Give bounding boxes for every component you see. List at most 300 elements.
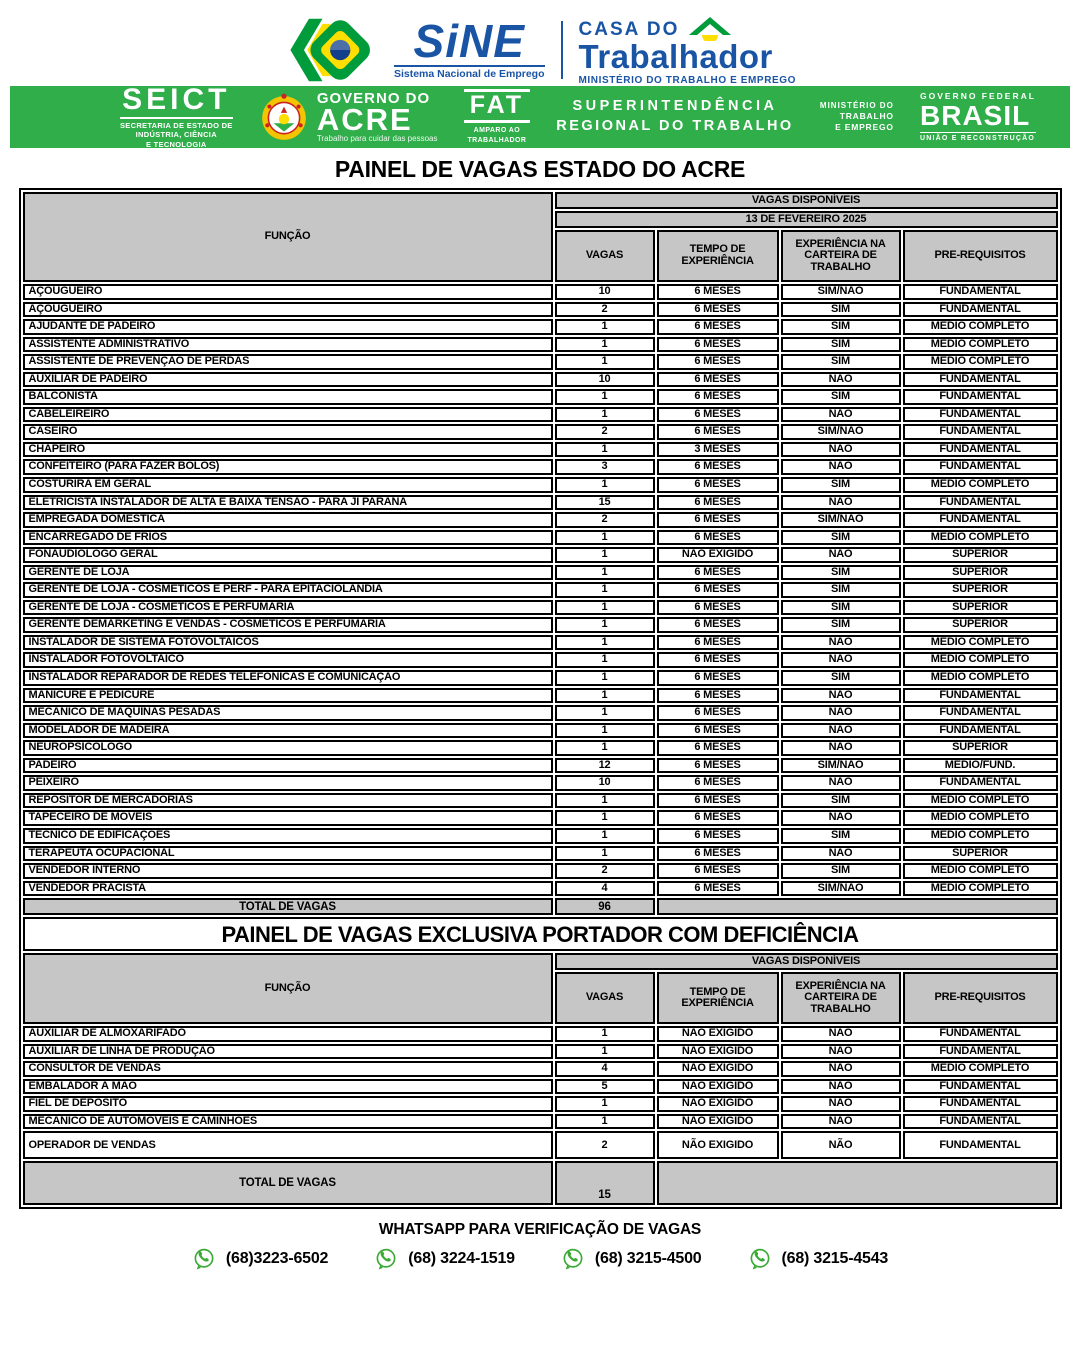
funcao-cell: AUXILIAR DE ALMOXARIFADO	[23, 1026, 553, 1042]
funcao-cell: INSTALADOR DE SISTEMA FOTOVOLTAICOS	[23, 635, 553, 651]
experiencia-carteira-cell: NÃO	[781, 1061, 901, 1077]
table-row	[23, 881, 1058, 897]
vagas-cell: 1	[555, 319, 655, 335]
table-row	[23, 495, 1058, 511]
brasil-line3: UNIÃO E RECONSTRUÇÃO	[920, 132, 1036, 142]
ministerio-line3: E EMPREGO	[835, 122, 894, 133]
sine-wordmark: SiNE	[413, 14, 525, 67]
vagas-cell: 2	[555, 1131, 655, 1159]
tempo-experiencia-cell: 6 MESES	[657, 477, 779, 493]
funcao-cell: ELETRICISTA INSTALADOR DE ALTA E BAIXA TENSÃO - PARA JI PARANÁ	[23, 495, 553, 511]
pre-requisitos-cell: MÉDIO COMPLETO	[903, 635, 1058, 651]
pre-requisitos-cell: FUNDAMENTAL	[903, 424, 1058, 440]
vagas-cell: 1	[555, 442, 655, 458]
tempo-experiencia-cell: NÃO EXIGIDO	[657, 1114, 779, 1130]
superintendencia-line1: SUPERINTENDÊNCIA	[572, 98, 778, 115]
vagas-disponiveis-header: VAGAS DISPONÍVEIS	[555, 192, 1058, 209]
tempo-experiencia-cell: NÃO EXIGIDO	[657, 1044, 779, 1060]
table-row	[23, 793, 1058, 809]
funcao-cell: COSTURIRA EM GERAL	[23, 477, 553, 493]
funcao-cell: TERAPEUTA OCUPACIONAL	[23, 846, 553, 862]
pre-requisitos-cell: SUPERIOR	[903, 846, 1058, 862]
vagas-cell: 1	[555, 688, 655, 704]
pre-requisitos-cell: MÉDIO COMPLETO	[903, 337, 1058, 353]
funcao-cell: PEIXEIRO	[23, 775, 553, 791]
panel1-total	[23, 898, 1058, 915]
tempo-experiencia-cell: 6 MESES	[657, 284, 779, 300]
table-row	[23, 407, 1058, 423]
panel2-rows	[23, 1026, 1058, 1159]
acre-slogan: Trabalho para cuidar das pessoas	[316, 133, 438, 143]
seict-sub1: SECRETARIA DE ESTADO DE	[120, 120, 233, 130]
tempo-experiencia-cell: 6 MESES	[657, 512, 779, 528]
table-row	[23, 547, 1058, 563]
pre-requisitos-cell: FUNDAMENTAL	[903, 442, 1058, 458]
pre-requisitos-cell: MÉDIO COMPLETO	[903, 881, 1058, 897]
vagas-cell: 5	[555, 1079, 655, 1095]
table-row	[23, 652, 1058, 668]
vagas-cell: 1	[555, 1044, 655, 1060]
pre-requisitos-cell: MÉDIO COMPLETO	[903, 828, 1058, 844]
experiencia-carteira-cell: NÃO	[781, 459, 901, 475]
tempo-experiencia-cell: NÃO EXIGIDO	[657, 1061, 779, 1077]
funcao-cell: CASEIRO	[23, 424, 553, 440]
experiencia-carteira-cell: SIM	[781, 828, 901, 844]
table-row	[23, 319, 1058, 335]
experiencia-carteira-cell: NÃO	[781, 723, 901, 739]
funcao-cell: AUXILIAR DE LINHA DE PRODUÇÃO	[23, 1044, 553, 1060]
funcao-cell: CHAPEIRO	[23, 442, 553, 458]
pre-requisitos-cell: FUNDAMENTAL	[903, 407, 1058, 423]
funcao-cell: EMPREGADA DOMÉSTICA	[23, 512, 553, 528]
panel2-total	[23, 1161, 1058, 1205]
table-row	[23, 582, 1058, 598]
experiencia-carteira-cell: SIM/NÃO	[781, 512, 901, 528]
pre-requisitos-cell: MÉDIO COMPLETO	[903, 530, 1058, 546]
table-row	[23, 705, 1058, 721]
experiencia-carteira-cell: SIM	[781, 600, 901, 616]
table-row	[23, 477, 1058, 493]
funcao-cell: EMBALADOR À MÃO	[23, 1079, 553, 1095]
table-row	[23, 1131, 1058, 1159]
sine-subtitle: Sistema Nacional de Emprego	[394, 65, 545, 80]
pre-requisitos-cell: MÉDIO COMPLETO	[903, 652, 1058, 668]
table-row	[23, 775, 1058, 791]
table-row	[23, 617, 1058, 633]
experiencia-carteira-cell: NÃO	[781, 1096, 901, 1112]
phone-number: (68) 3224-1519	[408, 1250, 515, 1268]
experiencia-carteira-cell: NÃO	[781, 372, 901, 388]
funcao-cell: TAPECEIRO DE MÓVEIS	[23, 810, 553, 826]
tempo-experiencia-cell: 6 MESES	[657, 337, 779, 353]
pre-requisitos-cell: FUNDAMENTAL	[903, 512, 1058, 528]
experiencia-carteira-cell: NÃO	[781, 407, 901, 423]
column-header-experiencia-carteira: EXPERIÊNCIA NA CARTEIRA DE TRABALHO	[781, 972, 901, 1024]
pre-requisitos-cell: FUNDAMENTAL	[903, 389, 1058, 405]
vagas-cell: 4	[555, 1061, 655, 1077]
whatsapp-icon	[374, 1247, 398, 1271]
fat-acronym: FAT	[464, 89, 530, 123]
seict-sub2: INDÚSTRIA, CIÊNCIA	[135, 130, 217, 140]
total-filler	[657, 898, 1058, 915]
pre-requisitos-cell: SUPERIOR	[903, 565, 1058, 581]
experiencia-carteira-cell: SIM	[781, 354, 901, 370]
total-value: 15	[555, 1161, 655, 1205]
experiencia-carteira-cell: SIM	[781, 670, 901, 686]
brasil-wordmark: BRASIL	[920, 99, 1031, 131]
pre-requisitos-cell: FUNDAMENTAL	[903, 1026, 1058, 1042]
tempo-experiencia-cell: 6 MESES	[657, 354, 779, 370]
funcao-cell: BALCONISTA	[23, 389, 553, 405]
whatsapp-contact	[374, 1247, 515, 1271]
tempo-experiencia-cell: 6 MESES	[657, 617, 779, 633]
column-header-funcao: FUNÇÃO	[23, 953, 553, 1024]
vagas-cell: 1	[555, 670, 655, 686]
superintendencia-line2: REGIONAL DO TRABALHO	[556, 118, 794, 134]
table-row	[23, 1044, 1058, 1060]
experiencia-carteira-cell: SIM/NÃO	[781, 424, 901, 440]
table-row	[23, 600, 1058, 616]
seict-logo	[120, 82, 233, 149]
vagas-cell: 10	[555, 372, 655, 388]
tempo-experiencia-cell: NÃO EXIGIDO	[657, 547, 779, 563]
vagas-cell: 1	[555, 530, 655, 546]
vagas-cell: 1	[555, 600, 655, 616]
experiencia-carteira-cell: NÃO	[781, 688, 901, 704]
tempo-experiencia-cell: 6 MESES	[657, 302, 779, 318]
funcao-cell: CONFEITEIRO (PARA FAZER BOLOS)	[23, 459, 553, 475]
funcao-cell: TÉCNICO DE EDIFICAÇÕES	[23, 828, 553, 844]
vagas-disponiveis-header: VAGAS DISPONÍVEIS	[555, 953, 1058, 970]
vagas-cell: 15	[555, 495, 655, 511]
phone-number: (68) 3215-4543	[781, 1250, 889, 1268]
tempo-experiencia-cell: 3 MESES	[657, 442, 779, 458]
pre-requisitos-cell: FUNDAMENTAL	[903, 302, 1058, 318]
vagas-cell: 1	[555, 1026, 655, 1042]
table-row	[23, 530, 1058, 546]
seict-sub3: E TECNOLOGIA	[145, 139, 207, 149]
experiencia-carteira-cell: NÃO	[781, 495, 901, 511]
experiencia-carteira-cell: NÃO	[781, 1079, 901, 1095]
vagas-cell: 1	[555, 565, 655, 581]
tempo-experiencia-cell: 6 MESES	[657, 459, 779, 475]
vagas-cell: 1	[555, 582, 655, 598]
column-header-experiencia-carteira: EXPERIÊNCIA NA CARTEIRA DE TRABALHO	[781, 230, 901, 282]
pre-requisitos-cell: MÉDIO COMPLETO	[903, 863, 1058, 879]
tempo-experiencia-cell: 6 MESES	[657, 319, 779, 335]
whatsapp-contacts	[0, 1247, 1080, 1271]
brasil-line1: GOVERNO FEDERAL	[920, 91, 1036, 102]
vagas-cell: 1	[555, 1096, 655, 1112]
whatsapp-contact	[748, 1247, 889, 1271]
column-header-tempo-experiencia: TEMPO DE EXPERIÊNCIA	[657, 230, 779, 282]
experiencia-carteira-cell: SIM	[781, 863, 901, 879]
vagas-cell: 1	[555, 617, 655, 633]
vagas-cell: 1	[555, 337, 655, 353]
pre-requisitos-cell: FUNDAMENTAL	[903, 1114, 1058, 1130]
header-logos	[0, 0, 1080, 86]
pre-requisitos-cell: FUNDAMENTAL	[903, 459, 1058, 475]
vagas-cell: 3	[555, 459, 655, 475]
vagas-cell: 1	[555, 354, 655, 370]
tempo-experiencia-cell: 6 MESES	[657, 424, 779, 440]
funcao-cell: CABELEIREIRO	[23, 407, 553, 423]
casa-subtitle: MINISTÉRIO DO TRABALHO E EMPREGO	[578, 74, 797, 86]
tempo-experiencia-cell: 6 MESES	[657, 740, 779, 756]
funcao-cell: CONSULTOR DE VENDAS	[23, 1061, 553, 1077]
pre-requisitos-cell: SUPERIOR	[903, 547, 1058, 563]
column-header-vagas: VAGAS	[555, 230, 655, 282]
pre-requisitos-cell: FUNDAMENTAL	[903, 723, 1058, 739]
experiencia-carteira-cell: NÃO	[781, 705, 901, 721]
page-title: PAINEL DE VAGAS ESTADO DO ACRE	[334, 156, 746, 182]
tempo-experiencia-cell: NÃO EXIGIDO	[657, 1026, 779, 1042]
whatsapp-icon	[748, 1247, 772, 1271]
column-header-tempo-experiencia: TEMPO DE EXPERIÊNCIA	[657, 972, 779, 1024]
seict-acronym: SEICT	[120, 85, 233, 119]
acre-coat-of-arms-icon	[259, 92, 309, 142]
pre-requisitos-cell: MÉDIO COMPLETO	[903, 477, 1058, 493]
tempo-experiencia-cell: 6 MESES	[657, 688, 779, 704]
pre-requisitos-cell: FUNDAMENTAL	[903, 705, 1058, 721]
government-banner	[10, 82, 1070, 149]
vagas-cell: 1	[555, 1114, 655, 1130]
tempo-experiencia-cell: 6 MESES	[657, 407, 779, 423]
tempo-experiencia-cell: 6 MESES	[657, 495, 779, 511]
total-value: 96	[555, 898, 655, 915]
table-row	[23, 354, 1058, 370]
fat-logo	[464, 89, 530, 144]
vagas-cell: 2	[555, 424, 655, 440]
table-row	[23, 810, 1058, 826]
vagas-cell: 1	[555, 407, 655, 423]
tempo-experiencia-cell: 6 MESES	[657, 652, 779, 668]
table-row	[23, 512, 1058, 528]
acre-wordmark: ACRE	[316, 102, 413, 138]
tempo-experiencia-cell: 6 MESES	[657, 705, 779, 721]
tempo-experiencia-cell: NÃO EXIGIDO	[657, 1131, 779, 1159]
column-header-vagas: VAGAS	[555, 972, 655, 1024]
funcao-cell: ASSISTENTE ADMINISTRATIVO	[23, 337, 553, 353]
funcao-cell: AÇOUGUEIRO	[23, 302, 553, 318]
vagas-cell: 1	[555, 652, 655, 668]
table-row	[23, 302, 1058, 318]
acre-line1: GOVERNO DO	[316, 90, 431, 108]
experiencia-carteira-cell: SIM	[781, 565, 901, 581]
experiencia-carteira-cell: SIM	[781, 319, 901, 335]
experiencia-carteira-cell: SIM/NÃO	[781, 284, 901, 300]
vagas-cell: 1	[555, 793, 655, 809]
funcao-cell: PADEIRO	[23, 758, 553, 774]
pre-requisitos-cell: SUPERIOR	[903, 600, 1058, 616]
funcao-cell: MANICURE E PEDICURE	[23, 688, 553, 704]
tempo-experiencia-cell: 6 MESES	[657, 670, 779, 686]
table-row	[23, 635, 1058, 651]
fat-sub1: AMPARO AO	[473, 127, 521, 135]
funcao-cell: GERENTE DEMARKETING E VENDAS - COSMÉTICOS E PERFUMARIA	[23, 617, 553, 633]
experiencia-carteira-cell: SIM	[781, 302, 901, 318]
funcao-cell: GERENTE DE LOJA - COSMÉTICOS E PERF - PARA EPITACIOLÂNDIA	[23, 582, 553, 598]
vagas-cell: 2	[555, 302, 655, 318]
ministerio-line1: MINISTÉRIO DO	[819, 100, 894, 110]
tempo-experiencia-cell: 6 MESES	[657, 582, 779, 598]
funcao-cell: FIEL DE DEPÓSITO	[23, 1096, 553, 1112]
table-row	[23, 337, 1058, 353]
funcao-cell: ENCARREGADO DE FRIOS	[23, 530, 553, 546]
governo-acre-logo	[259, 91, 438, 143]
experiencia-carteira-cell: SIM	[781, 389, 901, 405]
tempo-experiencia-cell: NÃO EXIGIDO	[657, 1096, 779, 1112]
panel1-header	[23, 192, 1058, 282]
vagas-cell: 12	[555, 758, 655, 774]
pre-requisitos-cell: FUNDAMENTAL	[903, 1096, 1058, 1112]
funcao-cell: AJUDANTE DE PADEIRO	[23, 319, 553, 335]
funcao-cell: VENDEDOR INTERNO	[23, 863, 553, 879]
experiencia-carteira-cell: NÃO	[781, 1026, 901, 1042]
experiencia-carteira-cell: NÃO	[781, 1131, 901, 1159]
funcao-cell: GERENTE DE LOJA - COSMÉTICOS E PERFUMARIA	[23, 600, 553, 616]
vagas-cell: 1	[555, 389, 655, 405]
whatsapp-footer-title: WHATSAPP PARA VERIFICAÇÃO DE VAGAS	[378, 1221, 702, 1239]
pre-requisitos-cell: MÉDIO COMPLETO	[903, 670, 1058, 686]
funcao-cell: GERENTE DE LOJA	[23, 565, 553, 581]
vagas-cell: 1	[555, 846, 655, 862]
vagas-cell: 1	[555, 635, 655, 651]
table-row	[23, 863, 1058, 879]
experiencia-carteira-cell: NÃO	[781, 547, 901, 563]
vagas-cell: 4	[555, 881, 655, 897]
funcao-cell: MECÂNICO DE MÁQUINAS PESADAS	[23, 705, 553, 721]
table-row	[23, 1079, 1058, 1095]
seict-subtitle	[120, 121, 233, 149]
tempo-experiencia-cell: 6 MESES	[657, 389, 779, 405]
pre-requisitos-cell: SUPERIOR	[903, 740, 1058, 756]
funcao-cell: MECÂNICO DE AUTOMÓVEIS E CAMINHÕES	[23, 1114, 553, 1130]
sine-text	[393, 14, 545, 81]
pre-requisitos-cell: MÉDIO COMPLETO	[903, 1061, 1058, 1077]
experiencia-carteira-cell: NÃO	[781, 775, 901, 791]
vagas-cell: 2	[555, 863, 655, 879]
pre-requisitos-cell: FUNDAMENTAL	[903, 284, 1058, 300]
pre-requisitos-cell: MÉDIO/FUND.	[903, 758, 1058, 774]
tempo-experiencia-cell: 6 MESES	[657, 530, 779, 546]
column-header-pre-requisitos: PRE-REQUISITOS	[903, 972, 1058, 1024]
table-row	[23, 1026, 1058, 1042]
experiencia-carteira-cell: SIM	[781, 617, 901, 633]
tempo-experiencia-cell: 6 MESES	[657, 881, 779, 897]
tempo-experiencia-cell: 6 MESES	[657, 635, 779, 651]
panel2-title: PAINEL DE VAGAS EXCLUSIVA PORTADOR COM DEFICIÊNCIA	[23, 917, 1058, 951]
total-label: TOTAL DE VAGAS	[23, 898, 553, 915]
panel1-rows	[23, 284, 1058, 896]
funcao-cell: AUXILIAR DE PADEIRO	[23, 372, 553, 388]
funcao-cell: MODELADOR DE MADEIRA	[23, 723, 553, 739]
table-row	[23, 1096, 1058, 1112]
ministerio-trabalho-logo	[820, 101, 894, 133]
vagas-cell: 1	[555, 740, 655, 756]
table-row	[23, 284, 1058, 300]
house-icon	[687, 15, 733, 41]
pre-requisitos-cell: MÉDIO COMPLETO	[903, 354, 1058, 370]
casa-line1: CASA DO	[578, 18, 680, 40]
pre-requisitos-cell: MÉDIO COMPLETO	[903, 793, 1058, 809]
tempo-experiencia-cell: 6 MESES	[657, 758, 779, 774]
funcao-cell: NEUROPSICÓLOGO	[23, 740, 553, 756]
whatsapp-contact	[561, 1247, 702, 1271]
whatsapp-contact	[192, 1247, 328, 1271]
funcao-cell: OPERADOR DE VENDAS	[23, 1131, 553, 1159]
table-row	[23, 1114, 1058, 1130]
date-header: 13 DE FEVEREIRO 2025	[555, 211, 1058, 228]
tempo-experiencia-cell: 6 MESES	[657, 600, 779, 616]
superintendencia-logo	[556, 97, 793, 136]
column-header-pre-requisitos: PRE-REQUISITOS	[903, 230, 1058, 282]
funcao-cell: ASSISTENTE DE PREVENÇÃO DE PERDAS	[23, 354, 553, 370]
ministerio-line2: TRABALHO	[839, 111, 894, 122]
tempo-experiencia-cell: 6 MESES	[657, 723, 779, 739]
table-row	[23, 1061, 1058, 1077]
funcao-cell: VENDEDOR PRACISTA	[23, 881, 553, 897]
whatsapp-icon	[561, 1247, 585, 1271]
experiencia-carteira-cell: SIM	[781, 477, 901, 493]
sine-flag-icon	[284, 12, 388, 88]
vagas-cell: 1	[555, 810, 655, 826]
whatsapp-icon	[192, 1247, 216, 1271]
table-row	[23, 723, 1058, 739]
experiencia-carteira-cell: NÃO	[781, 846, 901, 862]
acre-text	[317, 91, 438, 143]
fat-subtitle	[464, 126, 530, 144]
tempo-experiencia-cell: 6 MESES	[657, 565, 779, 581]
casa-do-trabalhador-logo	[579, 15, 797, 86]
table-row	[23, 424, 1058, 440]
experiencia-carteira-cell: SIM	[781, 793, 901, 809]
funcao-cell: REPOSITOR DE MERCADORIAS	[23, 793, 553, 809]
tempo-experiencia-cell: 6 MESES	[657, 846, 779, 862]
table-row	[23, 372, 1058, 388]
experiencia-carteira-cell: NÃO	[781, 635, 901, 651]
pre-requisitos-cell: SUPERIOR	[903, 582, 1058, 598]
table-row	[23, 459, 1058, 475]
pre-requisitos-cell: FUNDAMENTAL	[903, 495, 1058, 511]
vagas-table	[19, 188, 1062, 1209]
tempo-experiencia-cell: 6 MESES	[657, 793, 779, 809]
logo-divider	[561, 21, 563, 79]
governo-federal-brasil-logo	[920, 92, 1036, 142]
phone-number: (68)3223-6502	[225, 1250, 329, 1268]
experiencia-carteira-cell: SIM	[781, 582, 901, 598]
table-row	[23, 565, 1058, 581]
pre-requisitos-cell: FUNDAMENTAL	[903, 688, 1058, 704]
experiencia-carteira-cell: SIM/NÃO	[781, 881, 901, 897]
table-row	[23, 828, 1058, 844]
table-row	[23, 846, 1058, 862]
funcao-cell: FONAUDIÓLOGO GERAL	[23, 547, 553, 563]
pre-requisitos-cell: FUNDAMENTAL	[903, 1079, 1058, 1095]
vagas-cell: 1	[555, 477, 655, 493]
experiencia-carteira-cell: NÃO	[781, 740, 901, 756]
pre-requisitos-cell: FUNDAMENTAL	[903, 1044, 1058, 1060]
experiencia-carteira-cell: NÃO	[781, 1044, 901, 1060]
total-filler	[657, 1161, 1058, 1205]
table-row	[23, 758, 1058, 774]
tempo-experiencia-cell: 6 MESES	[657, 372, 779, 388]
total-label: TOTAL DE VAGAS	[23, 1161, 553, 1205]
pre-requisitos-cell: FUNDAMENTAL	[903, 1131, 1058, 1159]
vagas-cell: 10	[555, 284, 655, 300]
experiencia-carteira-cell: SIM	[781, 530, 901, 546]
pre-requisitos-cell: MÉDIO COMPLETO	[903, 810, 1058, 826]
